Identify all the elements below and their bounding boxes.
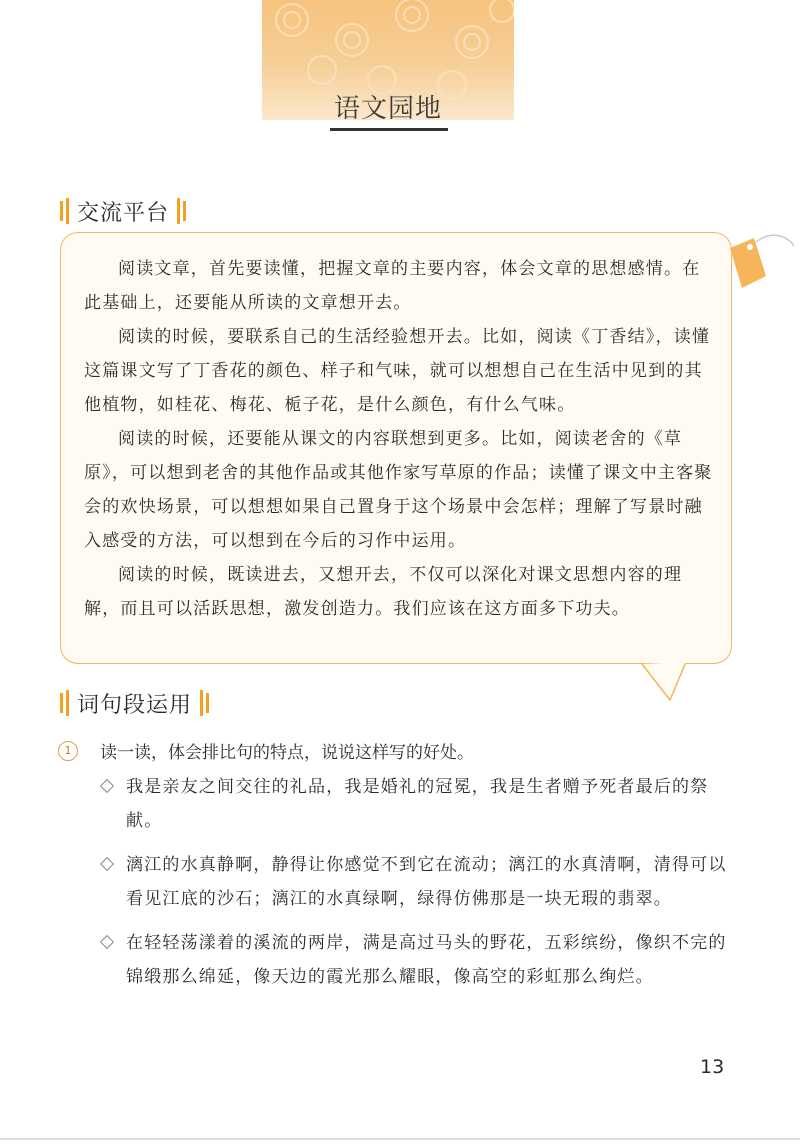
paragraph: 阅读的时候，要联系自己的生活经验想开去。比如，阅读《丁香结》，读懂这篇课文写了丁香花的颜色、样子和气味，就可以想想自己在生活中见到的其他植物，如桂花、梅花、栀子花，是什么颜色，有什么气味。 xyxy=(84,327,711,415)
section-heading-usage xyxy=(60,688,209,718)
bottom-rule xyxy=(0,1138,800,1140)
diamond-bullet-icon xyxy=(100,935,114,949)
section-heading-text: 交流平台 xyxy=(77,200,170,226)
heading-bar-right xyxy=(200,688,209,718)
paragraph: 阅读的时候，还要能从课文的内容联想到更多。比如，阅读老舍的《草原》，可以想到老舍的其他作品或其他作家写草原的作品；读懂了课文中主客聚会的欢快场景，可以想想如果自己置身于这个场景中会怎样；理解了写景时融入感受的方法，可以想到在今后的习作中运用。 xyxy=(84,429,713,551)
heading-bar-left xyxy=(60,196,69,226)
paragraph: 阅读文章，首先要读懂，把握文章的主要内容，体会文章的思想感情。在此基础上，还要能从所读的文章想开去。 xyxy=(84,259,701,313)
bubble-tail xyxy=(640,656,700,706)
example-text: 在轻轻荡漾着的溪流的两岸，满是高过马头的野花，五彩缤纷，像织不完的锦缎那么绵延，像天边的霞光那么耀眼，像高空的彩虹那么绚烂。 xyxy=(126,933,727,987)
diamond-bullet-icon xyxy=(100,857,114,871)
example-list xyxy=(102,770,742,1004)
tag-icon xyxy=(716,230,796,310)
example-item xyxy=(102,770,742,838)
section-heading-exchange xyxy=(60,196,186,226)
page-number: 13 xyxy=(700,1056,725,1078)
diamond-bullet-icon xyxy=(100,779,114,793)
instruction-text: 读一读，体会排比句的特点，说说这样写的好处。 xyxy=(100,743,474,763)
section-heading-text: 词句段运用 xyxy=(77,692,193,718)
heading-bar-right xyxy=(177,196,186,226)
title-underline xyxy=(330,128,448,131)
example-item xyxy=(102,926,742,994)
example-item xyxy=(102,848,742,916)
example-text: 我是亲友之间交往的礼品，我是婚礼的冠冕，我是生者赠予死者最后的祭献。 xyxy=(126,777,709,831)
page-title: 语文园地 xyxy=(333,94,442,124)
example-text: 漓江的水真静啊，静得让你感觉不到它在流动；漓江的水真清啊，清得可以看见江底的沙石；漓江的水真绿啊，绿得仿佛那是一块无瑕的翡翠。 xyxy=(126,855,727,909)
paragraph: 阅读的时候，既读进去，又想开去，不仅可以深化对课文思想内容的理解，而且可以活跃思想，激发创造力。我们应该在这方面多下功夫。 xyxy=(84,565,683,619)
exchange-platform-text xyxy=(84,252,714,626)
heading-bar-left xyxy=(60,688,69,718)
exercise-item xyxy=(58,738,474,763)
item-number: 1 xyxy=(58,741,78,761)
